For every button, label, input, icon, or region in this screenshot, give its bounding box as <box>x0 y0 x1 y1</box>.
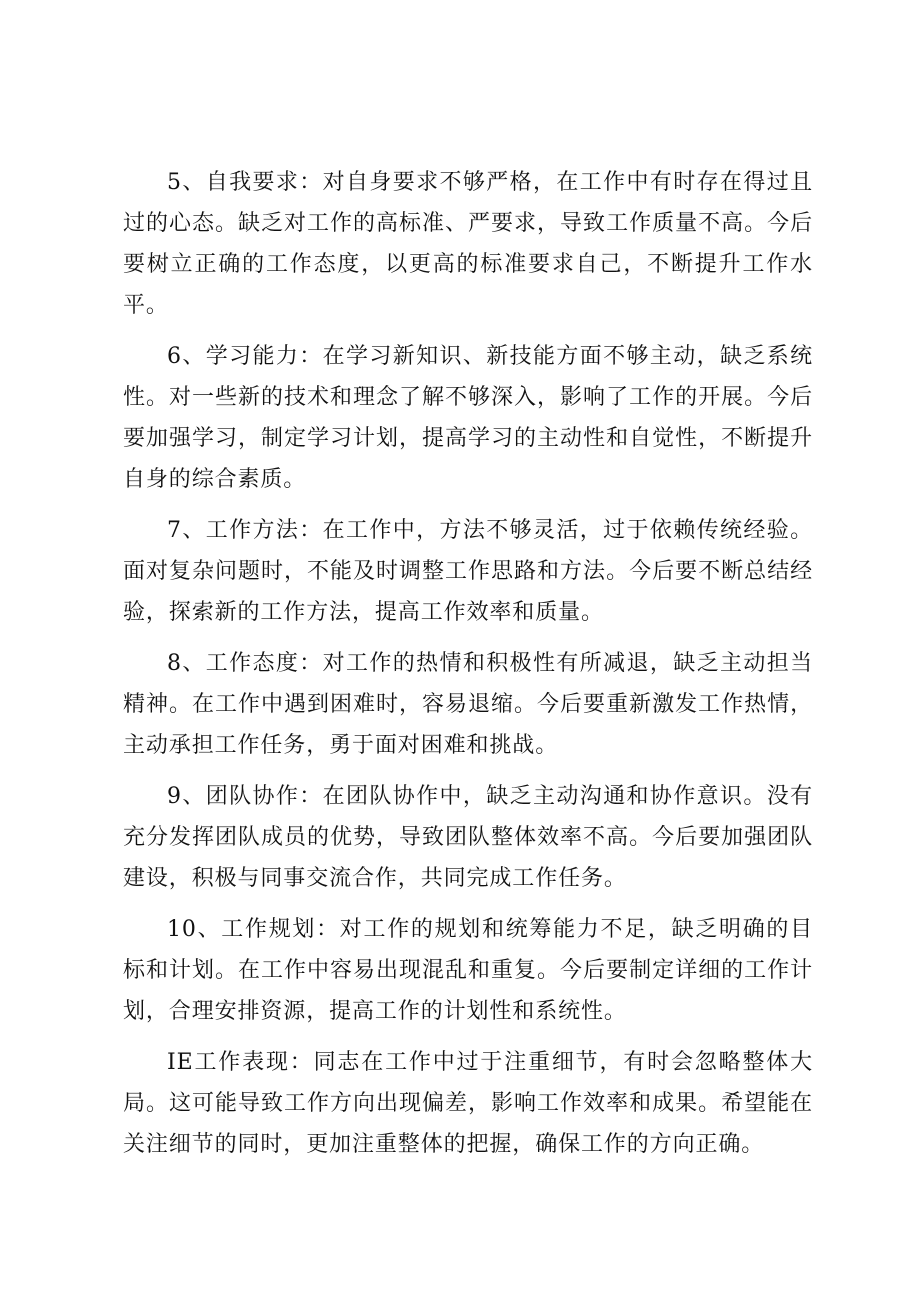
paragraph-work-planning: 10、工作规划：对工作的规划和统筹能力不足，缺乏明确的目标和计划。在工作中容易出现混乱和重复。今后要制定详细的工作计划，合理安排资源，提高工作的计划性和系统性。 <box>123 917 813 1024</box>
paragraph-learning-ability: 6、学习能力：在学习新知识、新技能方面不够主动，缺乏系统性。对一些新的技术和理念了解不够深入，影响了工作的开展。今后要加强学习，制定学习计划，提高学习的主动性和自觉性，不断提升自身的综合素质。 <box>123 344 813 492</box>
paragraph-self-requirement: 5、自我要求：对自身要求不够严格，在工作中有时存在得过且过的心态。缺乏对工作的高标准、严要求，导致工作质量不高。今后要树立正确的工作态度，以更高的标准要求自己，不断提升工作水平。 <box>123 170 813 318</box>
paragraph-work-method: 7、工作方法：在工作中，方法不够灵活，过于依赖传统经验。面对复杂问题时，不能及时调整工作思路和方法。今后要不断总结经验，探索新的工作方法，提高工作效率和质量。 <box>123 518 813 625</box>
document-body <box>123 162 813 1175</box>
paragraph-work-performance: IE工作表现：同志在工作中过于注重细节，有时会忽略整体大局。这可能导致工作方向出现偏差，影响工作效率和成果。希望能在关注细节的同时，更加注重整体的把握，确保工作的方向正确。 <box>123 1050 813 1157</box>
paragraph-work-attitude: 8、工作态度：对工作的热情和积极性有所减退，缺乏主动担当精神。在工作中遇到困难时，容易退缩。今后要重新激发工作热情，主动承担工作任务，勇于面对困难和挑战。 <box>123 651 813 758</box>
paragraph-team-collaboration: 9、团队协作：在团队协作中，缺乏主动沟通和协作意识。没有充分发挥团队成员的优势，导致团队整体效率不高。今后要加强团队建设，积极与同事交流合作，共同完成工作任务。 <box>123 784 813 891</box>
